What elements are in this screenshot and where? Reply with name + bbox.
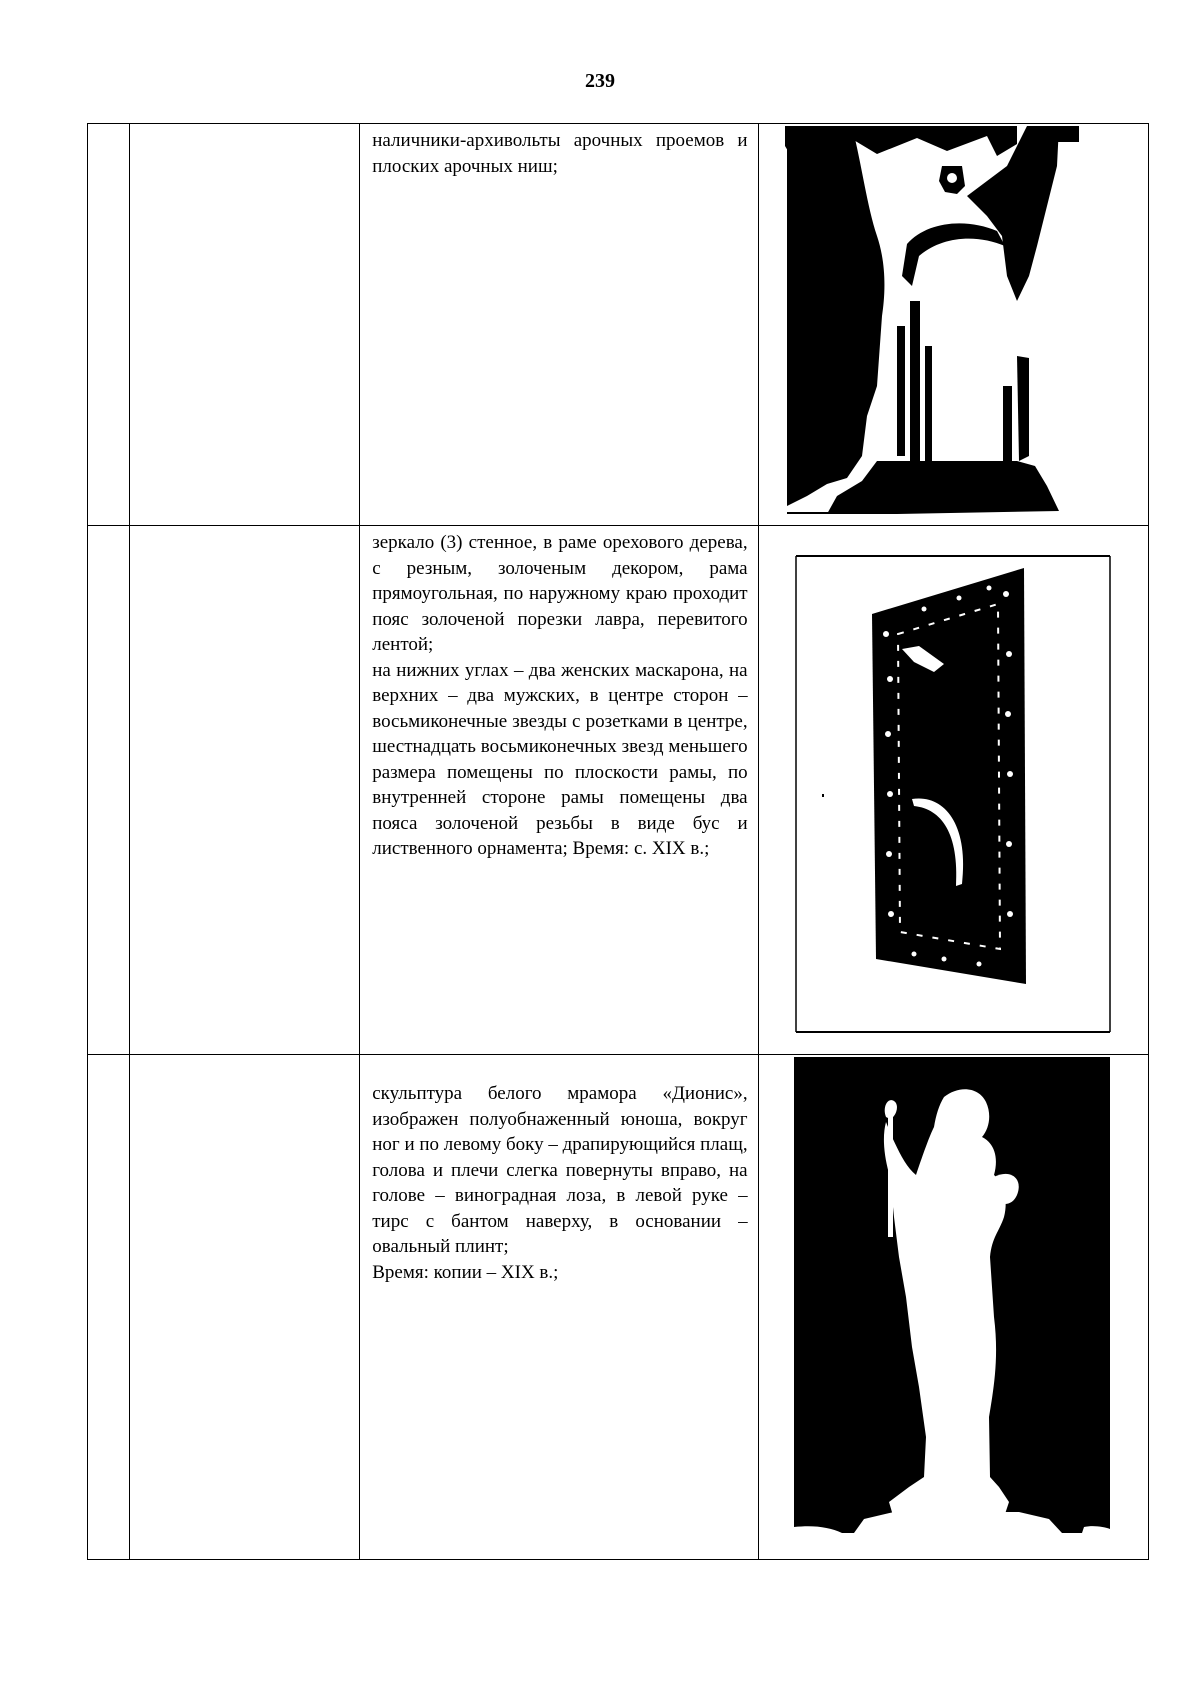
wall-mirror-photo	[794, 554, 1112, 1034]
table-row	[88, 124, 1149, 526]
item-description: наличники-архивольты арочных проемов и плоских арочных ниш;	[372, 130, 748, 177]
item-description: зеркало (3) стенное, в раме орехового дерева, с резным, золоченым декором, рама прямоугольная, по наружному краю проходит пояс золоченой порезки лавра, перевитого лентой; на нижних углах – два женских маскарона, на верхних – два мужских, в центре сторон – восьмиконечные звезды с розетками в центре, шестнадцать восьмиконечных звезд меньшего размера помещены по плоскости рамы, по внутренней стороне рамы помещены два пояса золоченой резьбы в виде бус и лиственного орнамента; Время: с. XIX в.;	[372, 532, 748, 859]
item-name-cell	[130, 1055, 360, 1560]
table-row	[88, 1055, 1149, 1560]
row-number-cell	[88, 526, 130, 1055]
monument-elements-table	[87, 123, 1149, 1560]
description-cell	[360, 124, 758, 526]
image-cell	[758, 124, 1148, 526]
description-cell	[360, 1055, 758, 1560]
dionysus-sculpture-photo	[794, 1057, 1110, 1533]
row-number-cell	[88, 124, 130, 526]
item-name-cell	[130, 124, 360, 526]
image-cell	[758, 1055, 1148, 1560]
row-number-cell	[88, 1055, 130, 1560]
page-number: 239	[585, 70, 615, 92]
arch-niche-photo	[767, 126, 1079, 516]
image-cell	[758, 526, 1148, 1055]
item-name-cell	[130, 526, 360, 1055]
description-cell	[360, 526, 758, 1055]
table-row	[88, 526, 1149, 1055]
item-description: скульптура белого мрамора «Дионис», изображен полуобнаженный юноша, вокруг ног и по левому боку – драпирующийся плащ, голова и плечи слегка повернуты вправо, на голове – виноградная лоза, в левой руке – тирс с бантом наверху, в основании – овальный плинт; Время: копии – XIX в.;	[372, 1083, 748, 1283]
